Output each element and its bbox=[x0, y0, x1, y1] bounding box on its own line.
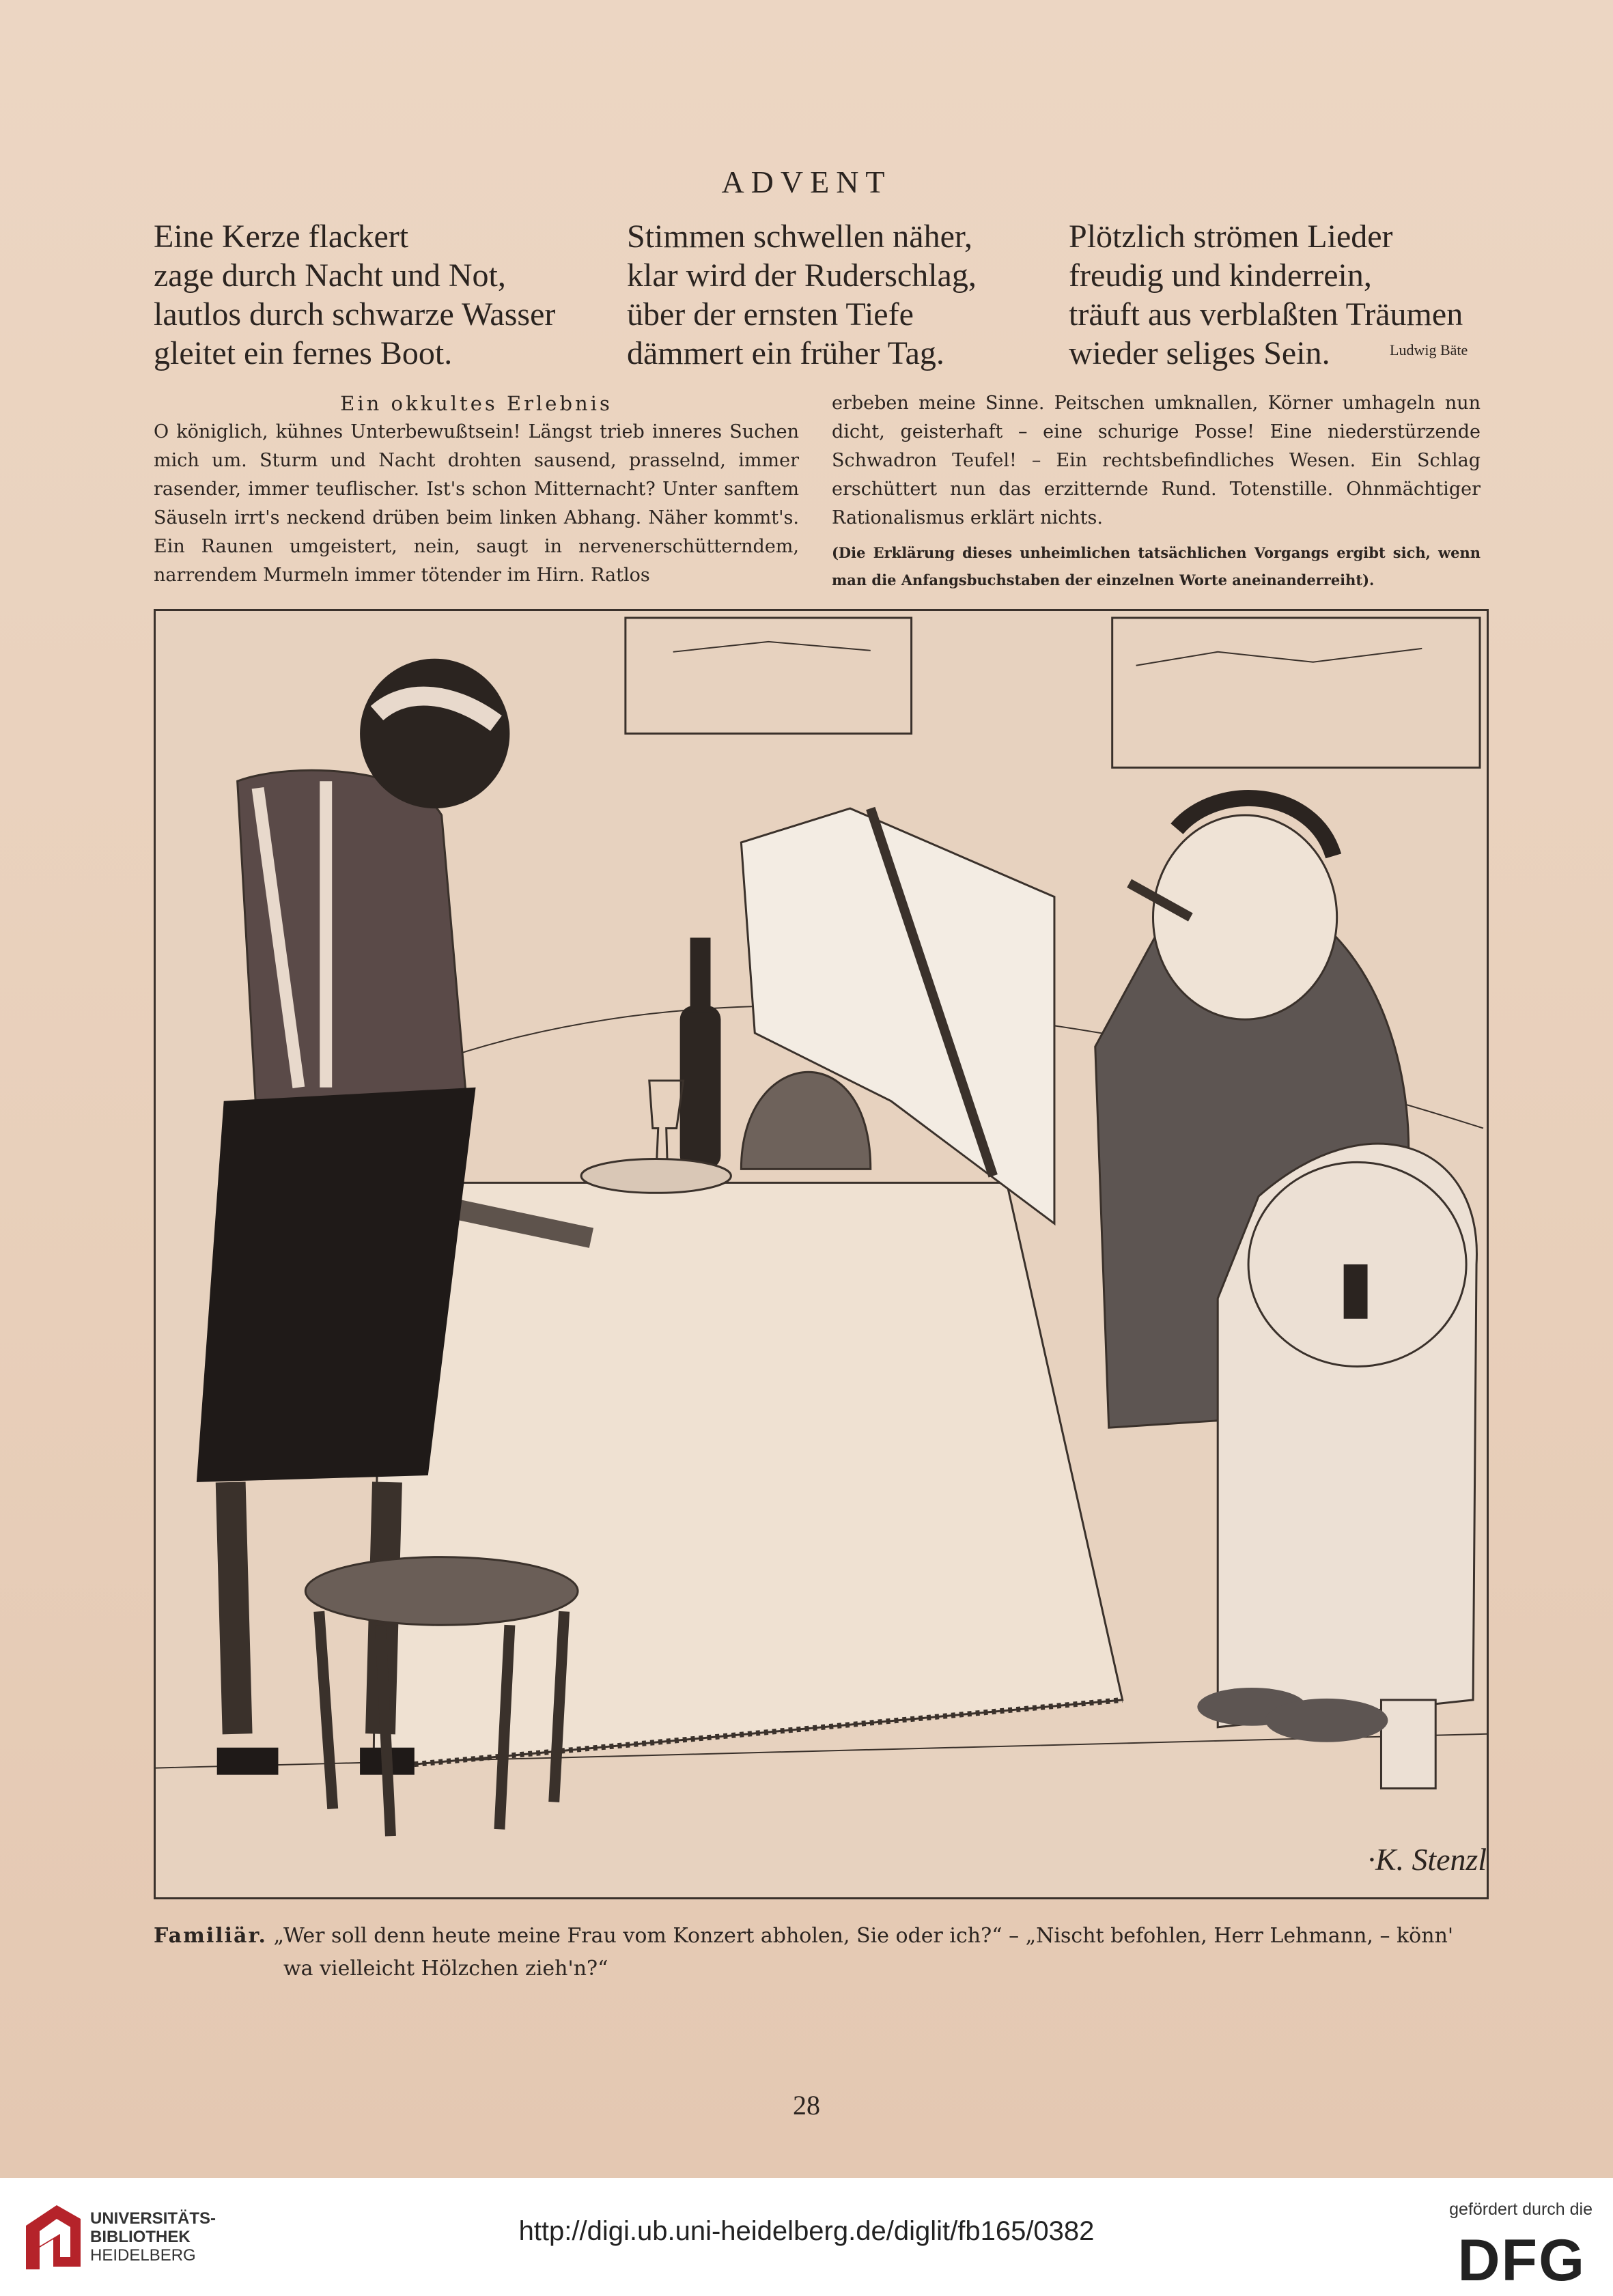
poem-line: Plötzlich strömen Lieder bbox=[1069, 218, 1393, 255]
funding-label: gefördert durch die bbox=[1449, 2200, 1593, 2219]
article-text-left: O königlich, kühnes Unterbewußtsein! Längst trieb inneres Suchen mich um. Sturm und Nacht drohten sausend, prasselnd, immer rasender, immer teuflischer. Ist's schon Mitternacht? Unter sanftem Säuseln irrt's neckend drüben beim linken Abhang. Näher kommt's. Ein Raunen umgeistert, nein, saugt in nervenerschütterndem, narrendem Murmeln immer tötender im Hirn. Ratlos bbox=[154, 421, 799, 586]
library-name-line-3: HEIDELBERG bbox=[90, 2246, 196, 2265]
article-heading: Ein okkultes Erlebnis bbox=[340, 392, 613, 415]
article-column-right bbox=[832, 389, 1481, 594]
permalink-url[interactable]: http://digi.ub.uni-heidelberg.de/diglit/fb165/0382 bbox=[518, 2216, 1095, 2246]
slipper bbox=[1265, 1699, 1388, 1742]
dining-table bbox=[374, 1182, 1123, 1768]
page-number: 28 bbox=[793, 2090, 820, 2121]
poem-line: dämmert ein früher Tag. bbox=[627, 335, 944, 371]
poem-stanza-2 bbox=[627, 217, 977, 373]
caption-line-2: wa vielleicht Hölzchen zieh'n?“ bbox=[283, 1957, 608, 1981]
caption-line-1: „Wer soll denn heute meine Frau vom Konzert abholen, Sie oder ich?“ – „Nischt befohlen, Herr Lehmann, – könn' bbox=[273, 1924, 1454, 1948]
library-name-line-1: UNIVERSITÄTS- bbox=[90, 2209, 216, 2228]
library-name-line-2: BIBLIOTHEK bbox=[90, 2228, 191, 2246]
cartoon-drawing bbox=[156, 611, 1487, 1897]
poem-line: wieder seliges Sein. bbox=[1069, 335, 1330, 371]
article-text-right: erbeben meine Sinne. Peitschen umknallen, Körner umhageln nun dicht, geisterhaft – eine schurige Posse! Eine niederstürzende Schwadron Teufel! – Ein rechtsbefindliches Wesen. Ein Schlag erschüttert nun das erzitternde Rund. Totenstille. Ohnmächtiger Rationalismus erklärt nichts. bbox=[832, 393, 1481, 528]
poem-line: Stimmen schwellen näher, bbox=[627, 218, 972, 255]
bread-cover bbox=[741, 1072, 870, 1169]
poem-line: zage durch Nacht und Not, bbox=[154, 257, 506, 294]
poem-line: Eine Kerze flackert bbox=[154, 218, 409, 255]
wall-picture-right bbox=[1112, 618, 1480, 767]
digitization-footer bbox=[0, 2178, 1613, 2296]
poem-line: lautlos durch schwarze Wasser bbox=[154, 296, 556, 332]
artist-signature: ·K. Stenzl bbox=[1367, 1842, 1487, 1877]
cartoon-illustration bbox=[154, 609, 1489, 1899]
poem-title: ADVENT bbox=[721, 165, 892, 199]
poem-line: klar wird der Ruderschlag, bbox=[627, 257, 977, 294]
poem-line: gleitet ein fernes Boot. bbox=[154, 335, 453, 371]
wine-bottle bbox=[680, 1006, 721, 1169]
article-column-left bbox=[154, 389, 799, 590]
dfg-logo: DFG bbox=[1457, 2228, 1586, 2293]
article-explanation-note: (Die Erklärung dieses unheimlichen tatsächlichen Vorgangs ergibt sich, wenn man die Anfangsbuchstaben der einzelnen Worte aneinanderreiht). bbox=[832, 544, 1481, 589]
poem-stanza-1 bbox=[154, 217, 555, 373]
poem-author: Ludwig Bäte bbox=[1390, 341, 1468, 358]
poem-line: träuft aus verblaßten Träumen bbox=[1069, 296, 1463, 332]
plate bbox=[581, 1159, 731, 1193]
wall-picture-left bbox=[626, 618, 912, 733]
poem-line: freudig und kinderrein, bbox=[1069, 257, 1372, 294]
poem-line: über der ernsten Tiefe bbox=[627, 296, 914, 332]
cartoon-caption bbox=[154, 1920, 1489, 1985]
caption-label: Familiär. bbox=[154, 1924, 267, 1948]
